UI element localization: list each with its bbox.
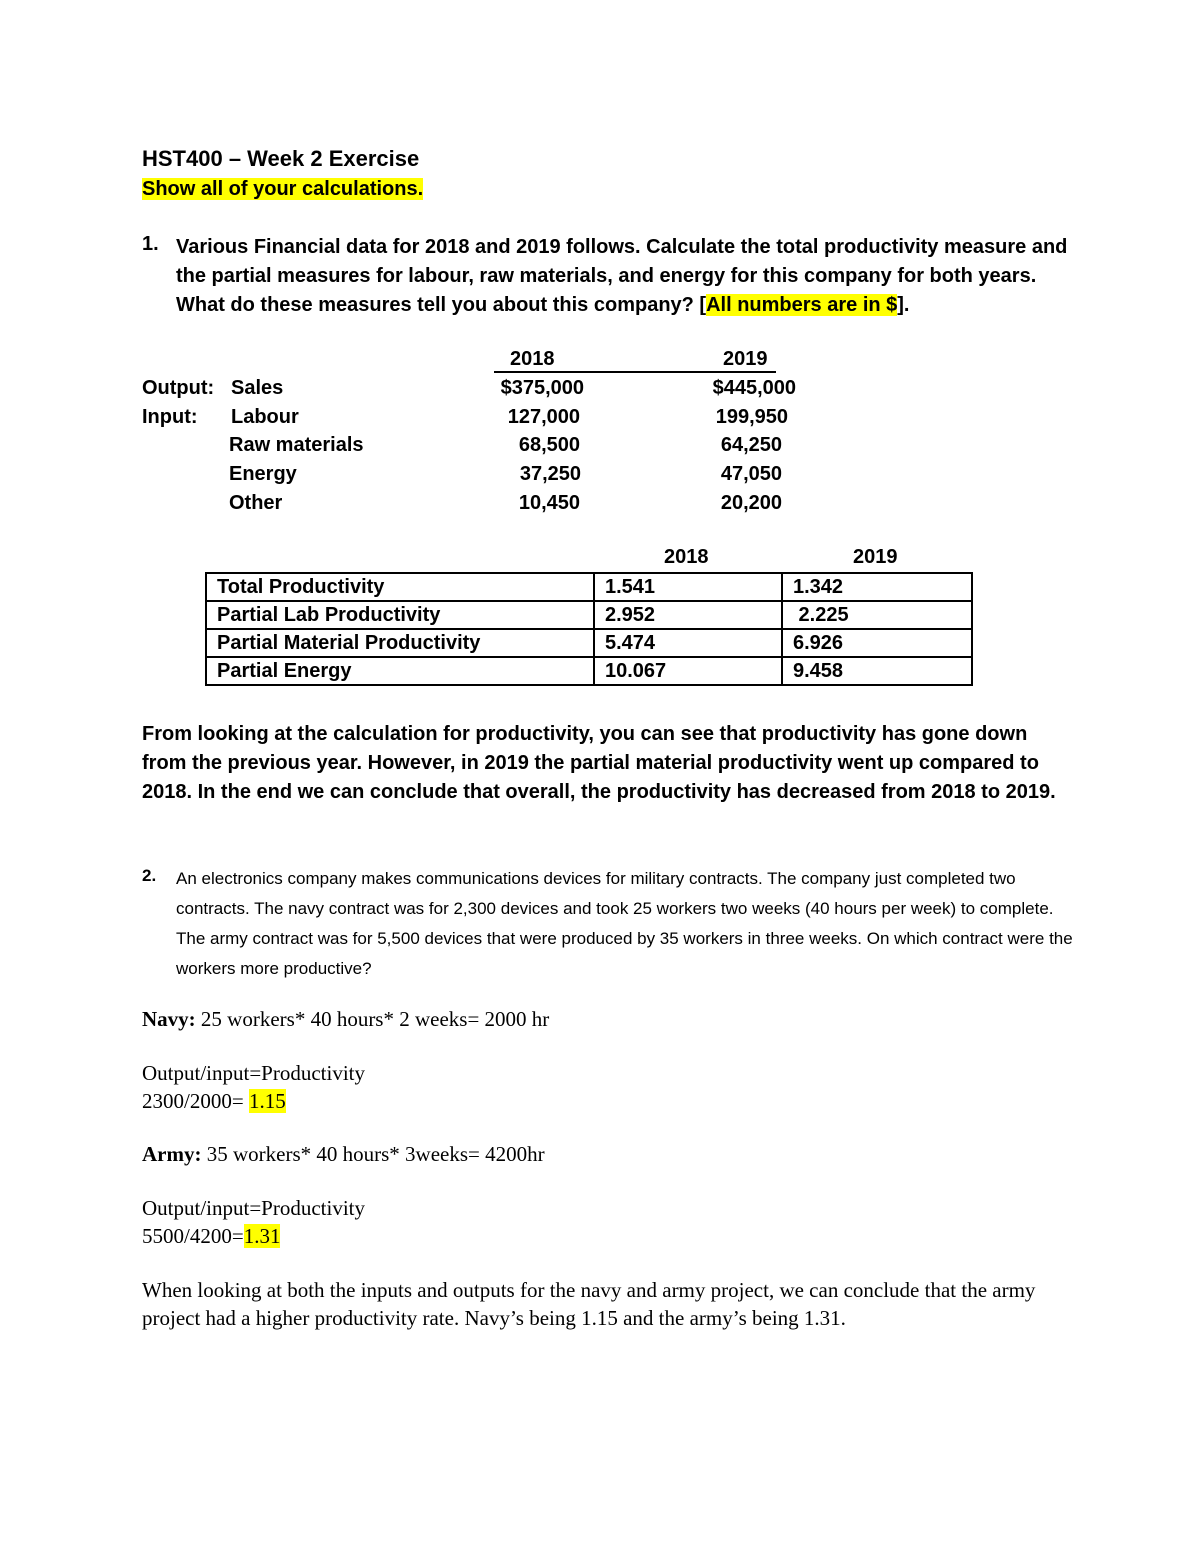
table-cell-2019: 6.926 xyxy=(782,629,972,657)
navy-label: Navy: xyxy=(142,1007,196,1031)
page-title: HST400 – Week 2 Exercise xyxy=(142,146,420,171)
table-cell-2018: 5.474 xyxy=(594,629,782,657)
question-1-text xyxy=(176,233,1076,320)
question-1-text-before: Various Financial data for 2018 and 2019 follows. Calculate the total productivity measure and the partial measures for labour, raw materials, and energy for this company for both years. What do these measures tell you about this company? [ xyxy=(176,236,1068,316)
navy-hours: 25 workers* 40 hours* 2 weeks= 2000 hr xyxy=(195,1007,550,1031)
financial-header-2019: 2019 xyxy=(723,348,768,370)
navy-result: 1.15 xyxy=(248,1089,286,1113)
financial-header-rule xyxy=(494,371,776,373)
productivity-header-2018: 2018 xyxy=(664,546,709,568)
question-1-conclusion: From looking at the calculation for productivity, you can see that productivity has gone down from the previous year. However, in 2019 the partial material productivity went up compared to 2018. In the end we can conclude that overall, the productivity has decreased from 2018 to 2019. xyxy=(142,723,1056,803)
question-2-conclusion: When looking at both the inputs and outputs for the navy and army project, we can conclude that the army project had a higher productivity rate. Navy’s being 1.15 and the army’s being 1.31. xyxy=(142,1278,1036,1330)
financial-energy-2019: 47,050 xyxy=(720,463,782,485)
army-result: 1.31 xyxy=(243,1224,281,1248)
table-row xyxy=(206,601,972,629)
table-cell-label: Partial Lab Productivity xyxy=(206,601,594,629)
financial-label-energy: Energy xyxy=(229,463,297,485)
table-cell-2018: 2.952 xyxy=(594,601,782,629)
financial-label-sales: Sales xyxy=(231,377,284,399)
question-1-number: 1. xyxy=(142,233,159,255)
table-cell-2019: 9.458 xyxy=(782,657,972,685)
table-cell-label: Total Productivity xyxy=(206,573,594,601)
instruction-text xyxy=(142,178,423,201)
financial-label-other: Other xyxy=(229,492,283,514)
question-2-text: An electronics company makes communications devices for military contracts. The company just completed two contracts. The navy contract was for 2,300 devices and took 25 workers two weeks (40 hours per week) to complete. The army contract was for 5,500 devices that were produced by 35 workers in three weeks. On which contract were the workers more productive? xyxy=(176,869,1073,978)
army-calc-line xyxy=(142,1222,280,1250)
productivity-header-2019: 2019 xyxy=(853,546,898,568)
navy-calc-line xyxy=(142,1087,286,1115)
army-calc: 5500/4200= xyxy=(142,1224,244,1248)
table-cell-label: Partial Energy xyxy=(206,657,594,685)
table-cell-2018: 10.067 xyxy=(594,657,782,685)
army-hours-line xyxy=(142,1140,545,1168)
financial-sales-2018: $375,000 xyxy=(500,377,584,399)
financial-raw-materials-2019: 64,250 xyxy=(720,434,782,456)
question-2-number: 2. xyxy=(142,866,157,885)
navy-calc: 2300/2000= xyxy=(142,1089,249,1113)
question-1-highlight: All numbers are in $ xyxy=(706,294,898,316)
financial-energy-2018: 37,250 xyxy=(519,463,581,485)
army-formula: Output/input=Productivity xyxy=(142,1196,366,1220)
financial-labour-2018: 127,000 xyxy=(507,406,580,428)
table-row xyxy=(206,657,972,685)
navy-formula: Output/input=Productivity xyxy=(142,1061,366,1085)
financial-group-input: Input: xyxy=(142,406,198,428)
financial-label-labour: Labour xyxy=(231,406,299,428)
table-row xyxy=(206,629,972,657)
instruction-highlight: Show all of your calculations. xyxy=(142,178,424,200)
question-1-text-after: ]. xyxy=(897,294,910,316)
army-hours: 35 workers* 40 hours* 3weeks= 4200hr xyxy=(201,1142,545,1166)
financial-header-2018: 2018 xyxy=(510,348,555,370)
financial-sales-2019: $445,000 xyxy=(712,377,796,399)
financial-label-raw-materials: Raw materials xyxy=(229,434,364,456)
table-cell-2018: 1.541 xyxy=(594,573,782,601)
table-cell-2019: 2.225 xyxy=(782,601,972,629)
financial-labour-2019: 199,950 xyxy=(715,406,788,428)
table-cell-2019: 1.342 xyxy=(782,573,972,601)
productivity-table xyxy=(205,572,973,686)
financial-other-2018: 10,450 xyxy=(518,492,580,514)
navy-hours-line xyxy=(142,1005,549,1033)
table-cell-label: Partial Material Productivity xyxy=(206,629,594,657)
army-label: Army: xyxy=(142,1142,202,1166)
financial-other-2019: 20,200 xyxy=(720,492,782,514)
financial-group-output: Output: xyxy=(142,377,215,399)
financial-raw-materials-2018: 68,500 xyxy=(518,434,580,456)
table-row xyxy=(206,573,972,601)
